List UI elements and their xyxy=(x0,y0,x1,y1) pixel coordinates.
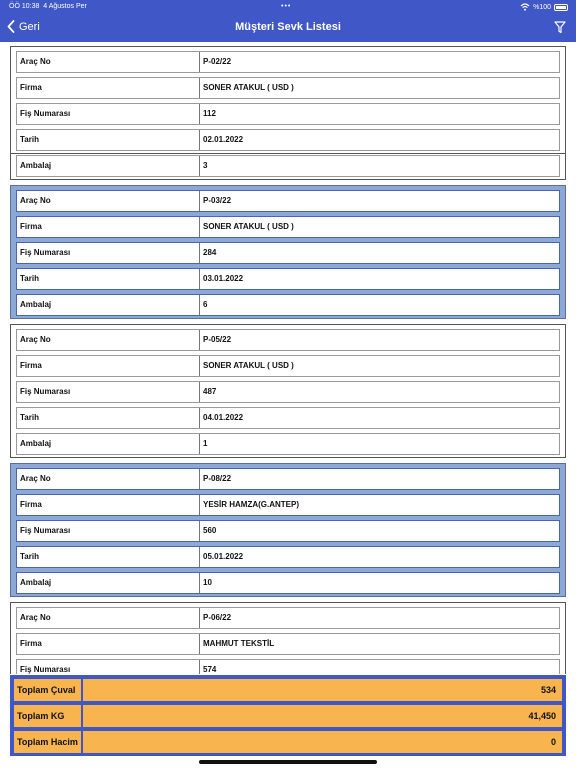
shipment-card[interactable] xyxy=(10,185,566,319)
field-label: Fiş Numarası xyxy=(17,243,200,263)
multitasking-dots-icon[interactable]: ••• xyxy=(281,3,292,10)
field-value: 05.01.2022 xyxy=(203,552,244,561)
field-row-firma xyxy=(16,633,560,655)
field-row-firma xyxy=(16,494,560,516)
shipment-card[interactable] xyxy=(10,602,566,674)
field-value: 10 xyxy=(203,578,212,587)
field-label: Ambalaj xyxy=(17,434,200,454)
field-label: Tarih xyxy=(17,130,200,150)
total-label: Toplam KG xyxy=(14,705,83,727)
filter-button[interactable] xyxy=(554,21,566,39)
field-row-arac-no xyxy=(16,190,560,212)
field-value: SONER ATAKUL ( USD ) xyxy=(203,83,294,92)
field-label: Tarih xyxy=(17,269,200,289)
shipment-card[interactable] xyxy=(10,324,566,458)
field-label: Firma xyxy=(17,495,200,515)
field-row-fis-no xyxy=(16,659,560,674)
field-row-firma xyxy=(16,355,560,377)
status-bar xyxy=(0,0,576,14)
wifi-icon xyxy=(520,3,530,11)
field-value: 574 xyxy=(203,665,217,674)
total-row-kg xyxy=(14,705,562,727)
field-label: Ambalaj xyxy=(17,295,200,315)
field-label: Firma xyxy=(17,78,200,98)
field-row-arac-no xyxy=(16,51,560,73)
field-label: Araç No xyxy=(17,191,200,211)
field-label: Firma xyxy=(17,356,200,376)
field-value: MAHMUT TEKSTİL xyxy=(203,639,275,648)
total-label: Toplam Hacim xyxy=(14,731,83,753)
field-row-fis-no xyxy=(16,381,560,403)
status-date: 4 Ağustos Per xyxy=(43,3,87,10)
field-row-ambalaj xyxy=(16,294,560,316)
field-label: Araç No xyxy=(17,469,200,489)
field-row-tarih xyxy=(16,268,560,290)
field-label: Araç No xyxy=(17,52,200,72)
field-value: 02.01.2022 xyxy=(203,135,244,144)
shipment-card[interactable] xyxy=(10,463,566,597)
field-row-fis-no xyxy=(16,103,560,125)
total-row-hacim xyxy=(14,731,562,753)
field-value: 1 xyxy=(203,439,208,448)
field-row-fis-no xyxy=(16,242,560,264)
field-row-fis-no xyxy=(16,520,560,542)
field-value: 284 xyxy=(203,248,217,257)
field-value: YESİR HAMZA(G.ANTEP) xyxy=(203,500,299,509)
field-label: Firma xyxy=(17,634,200,654)
field-row-arac-no xyxy=(16,329,560,351)
field-label: Araç No xyxy=(17,330,200,350)
field-row-ambalaj xyxy=(16,433,560,455)
field-label: Tarih xyxy=(17,547,200,567)
battery-icon xyxy=(554,4,568,11)
field-row-tarih xyxy=(16,546,560,568)
total-label: Toplam Çuval xyxy=(14,679,83,701)
field-label: Fiş Numarası xyxy=(17,104,200,124)
shipment-card[interactable] xyxy=(10,46,566,154)
page-title: Müşteri Sevk Listesi xyxy=(235,21,341,33)
field-value: 04.01.2022 xyxy=(203,413,244,422)
field-row-ambalaj xyxy=(16,155,560,177)
field-row-firma xyxy=(16,216,560,238)
field-row-arac-no xyxy=(16,607,560,629)
total-value: 534 xyxy=(540,685,556,695)
navigation-bar xyxy=(0,14,576,42)
field-label: Tarih xyxy=(17,408,200,428)
field-value: P-05/22 xyxy=(203,335,232,344)
field-label: Ambalaj xyxy=(17,573,200,593)
field-label: Fiş Numarası xyxy=(17,521,200,541)
field-label: Ambalaj xyxy=(17,156,200,176)
field-label: Fiş Numarası xyxy=(17,660,200,674)
field-value: 03.01.2022 xyxy=(203,274,244,283)
field-value: SONER ATAKUL ( USD ) xyxy=(203,361,294,370)
field-value: 487 xyxy=(203,387,217,396)
field-label: Fiş Numarası xyxy=(17,382,200,402)
field-row-tarih xyxy=(16,407,560,429)
field-value: SONER ATAKUL ( USD ) xyxy=(203,222,294,231)
field-value: P-06/22 xyxy=(203,613,232,622)
home-indicator[interactable] xyxy=(199,760,377,764)
shipment-list[interactable] xyxy=(0,42,576,674)
field-label: Firma xyxy=(17,217,200,237)
field-row-tarih xyxy=(16,129,560,151)
field-row-firma xyxy=(16,77,560,99)
field-row-ambalaj xyxy=(16,572,560,594)
field-label: Araç No xyxy=(17,608,200,628)
filter-icon xyxy=(554,21,566,34)
field-value: 560 xyxy=(203,526,217,535)
field-value: P-08/22 xyxy=(203,474,232,483)
field-value: 112 xyxy=(203,109,216,118)
back-label: Geri xyxy=(19,20,40,33)
field-value: 6 xyxy=(203,300,208,309)
battery-percent: %100 xyxy=(533,3,551,11)
field-row-arac-no xyxy=(16,468,560,490)
field-value: 3 xyxy=(203,161,208,170)
field-value: P-03/22 xyxy=(203,196,232,205)
total-value: 41,450 xyxy=(528,711,556,721)
total-value: 0 xyxy=(550,737,556,747)
total-row-cuval xyxy=(14,679,562,701)
field-value: P-02/22 xyxy=(203,57,232,66)
totals-panel xyxy=(10,675,566,756)
status-time: ÖÖ 10:38 4 Ağustos Per xyxy=(9,3,87,10)
